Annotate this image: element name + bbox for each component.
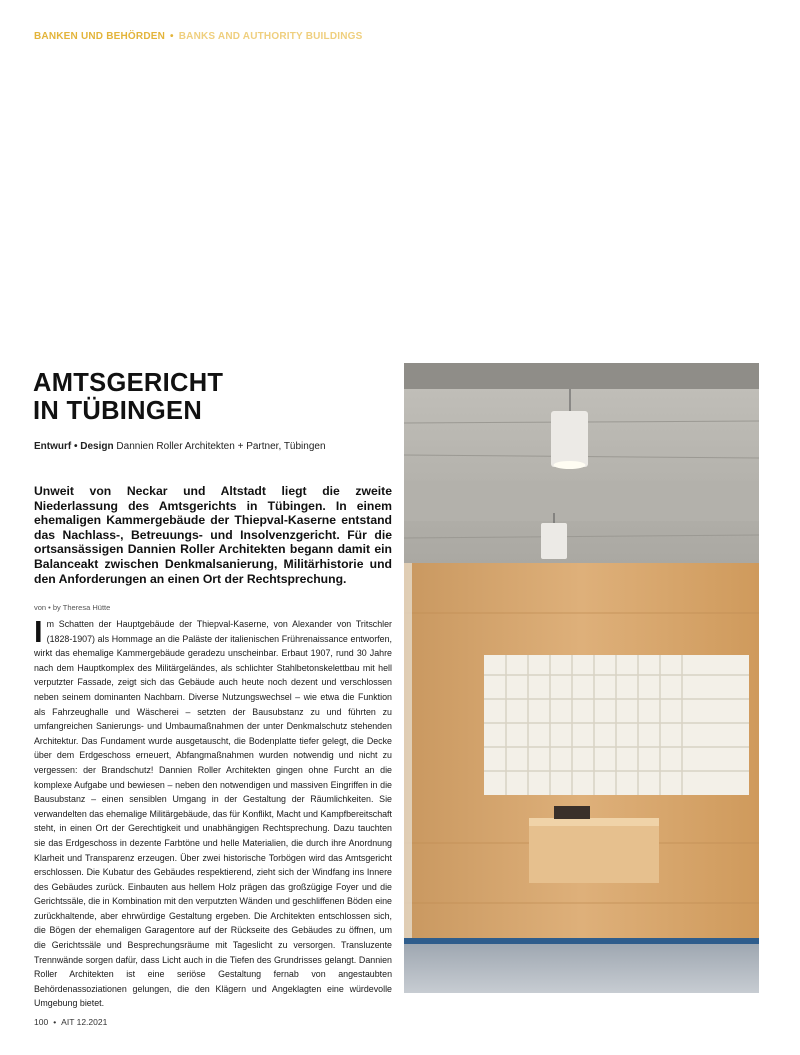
design-credit <box>34 441 326 452</box>
title-line-2: IN TÜBINGEN <box>33 397 203 425</box>
pendant-lamp-1 <box>551 411 588 467</box>
floor-stripe <box>404 938 759 944</box>
interior-photo <box>404 363 759 993</box>
lamp-glow-1 <box>554 461 586 469</box>
category-de: BANKEN UND BEHÖRDEN <box>34 31 166 42</box>
title-line-1: AMTSGERICHT <box>33 369 224 397</box>
floor <box>404 938 759 993</box>
body-paragraph: m Schatten der Hauptgebäude der Thiepval-Kaserne, von Alexander von Tritschler (1828-1907) als Hommage an die Paläste der italienischen Frührenaissance entworfen, wirkt das ehemalige Kammergebäude geradezu unscheinbar. Erbaut 1907, rund 30 Jahre nach dem Hauptkomplex des Militärgeländes, als schlichter Stahlbetonskelettbau mit hell verputzter Fassade, zeigt sich das Gebäude auch heute noch dezent und verschlossen neben seinem dominanten Nachbarn. Diverse Nutzungswechsel – wie etwa die Funktion als Fahrzeughalle und Wäscherei – setzten der Bausubstanz zu und führten zu umfangreichen Sanierungs- und Umbaumaßnahmen der unter Denkmalschutz stehenden Architektur. Das Fundament wurde ausgetauscht, die Bodenplatte tiefer gelegt, die Decke über dem Erdgeschoss erneuert, Abfangmaßnahmen wurden notwendig und nicht zu vergessen: der Brandschutz! Dannien Roller Architekten gingen ohne Furcht an die komplexe Aufgabe und bewiesen – neben den notwendigen und massiven Eingriffen in die Bausubstanz – einen sensiblen Umgang in der Gestaltung der Räumlichkeiten. Sie verwandelten das ehemalige Militärgebäude, das für Konflikt, Macht und Kampfbereitschaft steht, in einen Ort der Gerechtigkeit und unabhängigen Rechtsprechung. Dazu tauchten sie das Erdgeschoss in dezente Farbtöne und helle Materialien, die durch ihre Anordnung Klarheit und Transparenz erzeugen. Über zwei historische Torbögen wird das Amtsgericht erschlossen. Die Kubatur des Gebäudes respektierend, zieht sich der Windfang ins Innere des Gebäudes zurück. Einbauten aus hellem Holz prägen das großzügige Foyer und die Gerichtssäle, die in Kombination mit den verputzten Wänden und geschliffenen Böden eine zurückhaltende, aber ehrwürdige Gestaltung ergeben. Die Architekten entschlossen sich, die Bögen der ehemaligen Garagentore auf der Rückseite des Gebäudes zu öffnen, um die Gerichtssäle und Besprechungsräume mit Tageslicht zu versorgen. Transluzente Trennwände sorgen dafür, dass Licht auch in die Tiefen des Grundrisses gelangt. Dannien Roller Architekten ist eine seriöse Gestaltung fernab von angestaubten Behördenassoziationen gelungen, die den Klägern und Angeklagten eine würdevolle Umgebung bietet. <box>34 619 392 1009</box>
counter-top <box>529 818 659 826</box>
lead-paragraph: Unweit von Neckar und Altstadt liegt die zweite Niederlassung des Amtsgerichts in Tübingen. In einem ehemaligen Kammergebäude der Thiepval-Kaserne entstand das Nachlass-, Betreuungs- und Insolvenzgericht. Für die ortsansässigen Dannien Roller Architekten begann damit ein Balanceakt zwischen Denkmalsanierung, Militärhistorie und den Anforderungen an einen Ort der Rechtsprechung. <box>34 484 392 586</box>
footer-separator: • <box>53 1017 57 1027</box>
ceiling-band <box>404 481 759 521</box>
ceiling-beam <box>404 363 759 389</box>
category-en: BANKS AND AUTHORITY BUILDINGS <box>178 31 363 42</box>
issue-label: AIT 12.2021 <box>61 1017 108 1027</box>
ceiling <box>404 363 759 573</box>
body-text <box>34 614 392 1011</box>
byline: von • by Theresa Hütte <box>34 603 111 612</box>
credit-value: Dannien Roller Architekten + Partner, Tübingen <box>116 441 326 452</box>
credit-label: Entwurf • Design <box>34 441 114 452</box>
drop-cap: I <box>34 614 43 649</box>
section-header <box>34 31 363 42</box>
pendant-lamp-2 <box>541 523 567 559</box>
counter-device <box>554 806 590 819</box>
page-footer <box>34 1017 107 1027</box>
glass-partition <box>404 563 412 943</box>
reception-counter <box>529 823 659 883</box>
category-separator: • <box>170 31 174 42</box>
article-title <box>33 369 223 425</box>
page-number: 100 <box>34 1017 49 1027</box>
